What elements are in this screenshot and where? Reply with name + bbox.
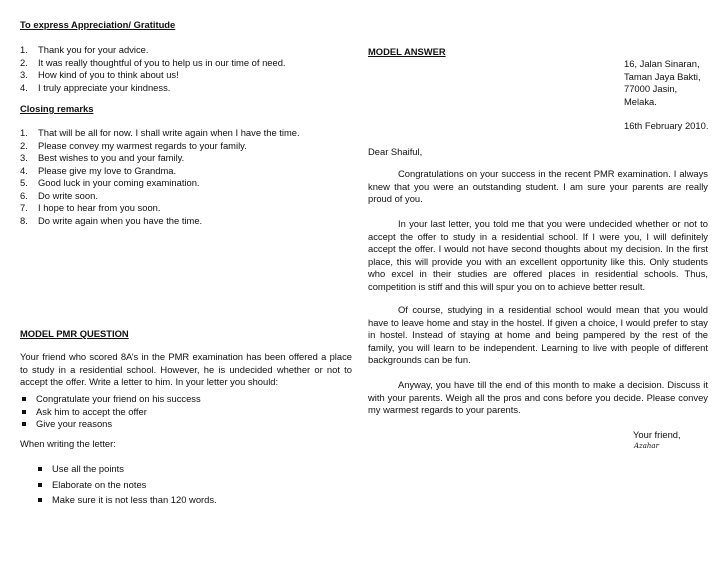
salutation: Dear Shaiful, <box>368 146 423 157</box>
list-item: Give your reasons <box>20 418 350 431</box>
list-item: 4. Please give my love to Grandma. <box>20 164 177 176</box>
list-item: Make sure it is not less than 120 words. <box>36 494 336 507</box>
paragraph-4: Anyway, you have till the end of this month to make a decision. Discuss it with your parents. Weigh all the pros and cons before you decide. Please convey my warmest regards to your parents. <box>368 379 708 415</box>
list-item: 3. How kind of you to think about us! <box>20 69 179 80</box>
appreciation-list <box>20 44 350 94</box>
list-item: 5. Good luck in your coming examination. <box>20 177 200 188</box>
list-item: 1. Thank you for your advice. <box>20 44 149 55</box>
list-item: 3. Best wishes to you and your family. <box>20 152 185 163</box>
list-item: 2. Please convey my warmest regards to your family. <box>20 139 247 151</box>
writing-label: When writing the letter: <box>20 438 116 449</box>
closing-heading: Closing remarks <box>20 103 94 114</box>
answer-heading: MODEL ANSWER <box>368 46 446 57</box>
list-item: 8. Do write again when you have the time. <box>20 214 203 226</box>
letter-date: 16th February 2010. <box>624 120 709 131</box>
appreciation-heading: To express Appreciation/ Gratitude <box>20 19 176 30</box>
list-item: 6. Do write soon. <box>20 189 98 201</box>
list-item: Use all the points <box>36 463 336 476</box>
list-item: 1. That will be all for now. I shall write again when I have the time. <box>20 127 300 138</box>
paragraph-1: Congratulations on your success in the recent PMR examination. I always knew that you were an outstanding student. I am sure your parents are really proud of you. <box>368 168 708 204</box>
sender-address: 16, Jalan Sinaran, Taman Jaya Bakti, 77000 Jasin, Melaka. <box>624 58 701 107</box>
paragraph-2: In your last letter, you told me that you were undecided whether or not to accept the offer to study in a residential school. If I were you, I will definitely accept the offer. I would not have second thoughts about my decision. In the first place, this will provide you with an excellent opportunity like this. Only students who excel in their studies are offered places in residential schools. Thus, competition is stiff and this will spur you on to achieve better result. <box>368 218 708 292</box>
question-heading: MODEL PMR QUESTION <box>20 328 129 339</box>
list-item: Ask him to accept the offer <box>20 406 350 419</box>
writing-tips <box>36 463 336 507</box>
list-item: 7. I hope to hear from you soon. <box>20 202 161 213</box>
list-item: 2. It was really thoughtful of you to help us in our time of need. <box>20 56 286 68</box>
signature: Azahar <box>634 442 659 450</box>
letter-closing: Your friend, <box>633 429 681 440</box>
closing-list <box>20 127 350 227</box>
list-item: Congratulate your friend on his success <box>20 393 350 406</box>
question-bullets <box>20 393 350 431</box>
list-item: Elaborate on the notes <box>36 479 336 492</box>
question-body: Your friend who scored 8A’s in the PMR examination has been offered a place to study in a residential school. However, he is undecided whether or not to accept the offer. Write a letter to him. In your letter you should: <box>20 351 352 387</box>
list-item: 4. I truly appreciate your kindness. <box>20 81 171 93</box>
paragraph-3: Of course, studying in a residential school would mean that you would have to leave home and stay in the hostel. If given a choice, I would prefer to stay in hostel. Instead of staying at home and being pampered by the rest of the family, you will learn to be independent. Learning to live with people of different backgrounds can be fun. <box>368 304 708 365</box>
